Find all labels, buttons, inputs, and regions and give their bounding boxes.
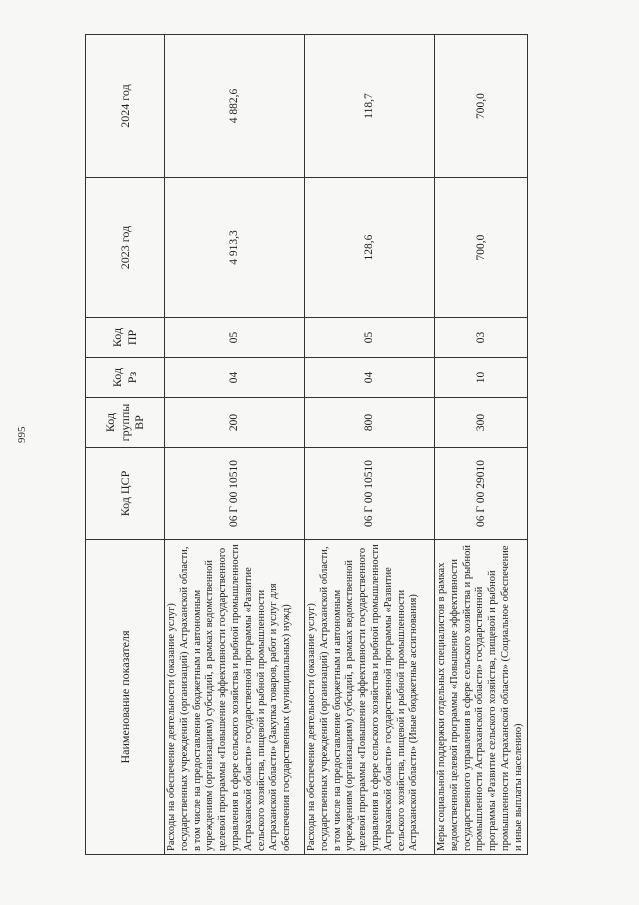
- header-row: [86, 35, 165, 855]
- row-csr: 06 Г 00 10510: [165, 448, 305, 540]
- header-vr: Код группы ВР: [86, 398, 165, 448]
- table-row: [305, 35, 435, 855]
- row-vr: 300: [435, 398, 528, 448]
- row-csr: 06 Г 00 29010: [435, 448, 528, 540]
- row-2024: 118,7: [305, 35, 435, 178]
- header-csr: Код ЦСР: [86, 448, 165, 540]
- row-2024: 4 882,6: [165, 35, 305, 178]
- header-pr: Код ПР: [86, 318, 165, 358]
- row-rz: 04: [165, 358, 305, 398]
- row-rz: 10: [435, 358, 528, 398]
- budget-table: [85, 34, 528, 855]
- header-name: Наименование показателя: [86, 540, 165, 855]
- row-2023: 128,6: [305, 178, 435, 318]
- row-pr: 05: [305, 318, 435, 358]
- row-2024: 700,0: [435, 35, 528, 178]
- row-pr: 05: [165, 318, 305, 358]
- row-name: Расходы на обеспечение деятельности (оказание услуг) государственных учреждений (организаций) Астраханской области, в том числе на предоставление бюджетным и автономным учреждениям (организациям) субсидий, в рамках ведомственной целевой программы «Повышение эффективности государственного управления в сфере сельского хозяйства и рыбной промышленности Астраханской области» государственной программы «Развитие сельского хозяйства, пищевой и рыбной промышленности Астраханской области» (Иные бюджетные ассигнования): [305, 540, 435, 855]
- row-vr: 200: [165, 398, 305, 448]
- row-name: Меры социальной поддержки отдельных специалистов в рамках ведомственной целевой программы «Повышение эффективности государственного управления в сфере сельского хозяйства и рыбной промышленности Астраханской области» государственной программы «Развитие сельского хозяйства, пищевой и рыбной промышленности Астраханской области» (Социальное обеспечение и иные выплаты населению): [435, 540, 528, 855]
- row-2023: 700,0: [435, 178, 528, 318]
- header-rz: Код Рз: [86, 358, 165, 398]
- row-csr: 06 Г 00 10510: [305, 448, 435, 540]
- table-row: [165, 35, 305, 855]
- row-2023: 4 913,3: [165, 178, 305, 318]
- header-2023: 2023 год: [86, 178, 165, 318]
- row-vr: 800: [305, 398, 435, 448]
- page-number: 995: [16, 426, 28, 443]
- row-name: Расходы на обеспечение деятельности (оказание услуг) государственных учреждений (организаций) Астраханской области, в том числе на предоставление бюджетным и автономным учреждениям (организациям) субсидий, в рамках ведомственной целевой программы «Повышение эффективности государственного управления в сфере сельского хозяйства и рыбной промышленности Астраханской области» государственной программы «Развитие сельского хозяйства, пищевой и рыбной промышленности Астраханской области» (Закупка товаров, работ и услуг для обеспечения государственных (муниципальных) нужд): [165, 540, 305, 855]
- table-header: [86, 35, 165, 855]
- row-rz: 04: [305, 358, 435, 398]
- rotated-table-container: [85, 35, 524, 855]
- table-body: [165, 35, 528, 855]
- header-2024: 2024 год: [86, 35, 165, 178]
- table-row: [435, 35, 528, 855]
- row-pr: 03: [435, 318, 528, 358]
